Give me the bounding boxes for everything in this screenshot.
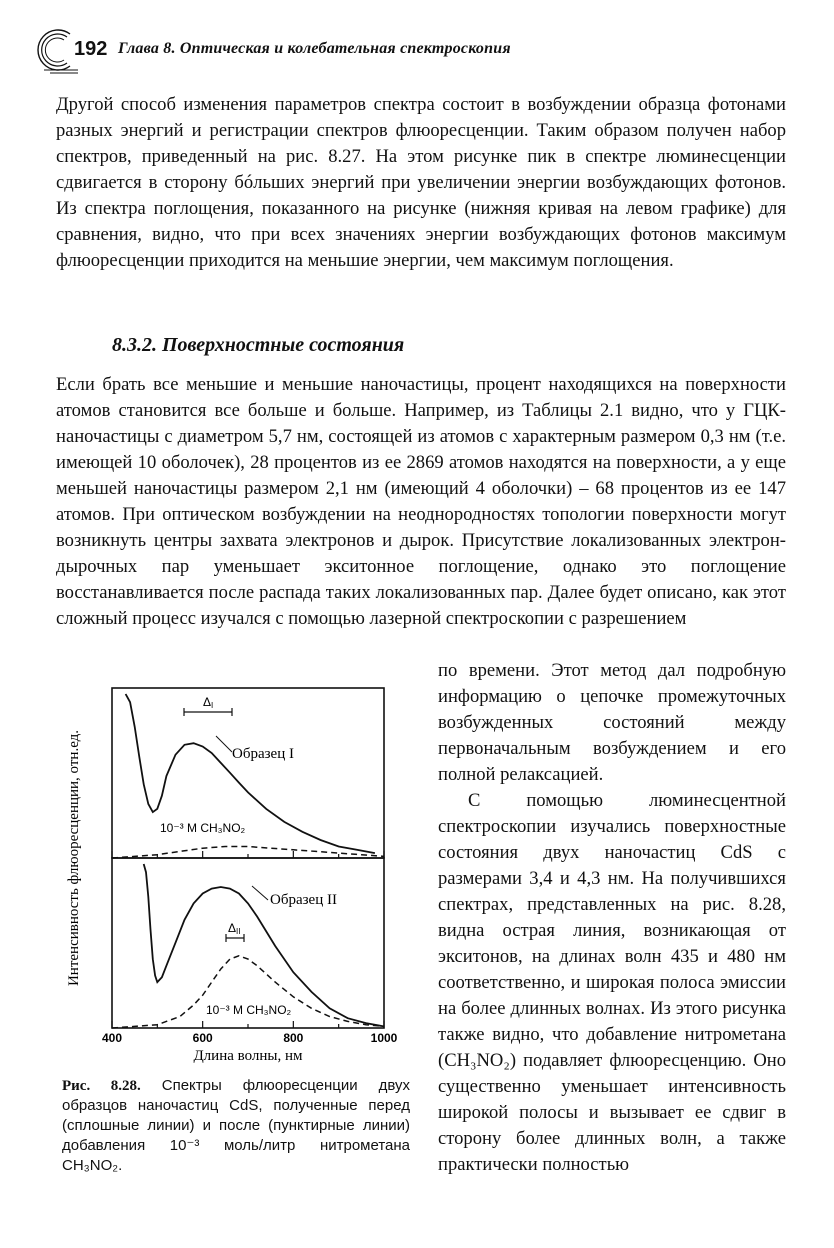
delta-1-label: ΔI bbox=[203, 695, 214, 710]
delta-2-label: ΔII bbox=[228, 921, 241, 936]
chapter-title: Глава 8. Оптическая и колебательная спектроскопия bbox=[118, 40, 511, 57]
paragraph-3: по времени. Этот метод дал подробную информацию о цепочке промежуточных возбужденных состояний между первоначальным возбуждением и его полной релаксацией. bbox=[438, 660, 786, 785]
sample-1-callout bbox=[216, 736, 232, 752]
sample-1-label: Образец I bbox=[232, 746, 294, 762]
section-title: 8.3.2. Поверхностные состояния bbox=[112, 334, 405, 356]
delta-1-bracket bbox=[184, 695, 232, 716]
sample-2-callout bbox=[252, 886, 268, 900]
panel-2-series-dashed bbox=[112, 956, 384, 1028]
caption-text: Спектры флюоресценции двух образцов наночастиц CdS, полученные перед (сплошные линии) и после (пунктирные линии) добавления 10⁻³ моль/литр нитрометана CH₃NO₂. bbox=[62, 1077, 411, 1174]
page-header bbox=[30, 26, 790, 76]
paragraph-4: С помощью люминесцентной спектроскопии изучались поверхностные состояния двух наночастиц CdS с размерами 3,4 и 4,3 нм. На получившихся спектрах, представленных на рис. 8.28, видна острая линия, возникающая от экситонов, на длинах волн 435 и 480 нм соответственно, и широкая полоса эмиссии на более длинных волнах. Из этого рисунка также видно, что добавление нитрометана (CH₃NO₂) подавляет флюоресценцию. Оно существенно уменьшает интенсивность широкой полосы и вызывает ее сдвиг в сторону более длинных волн, а также практически полностью bbox=[438, 790, 786, 1175]
sample-2-label: Образец II bbox=[270, 892, 337, 908]
caption-label: Рис. 8.28. bbox=[62, 1078, 141, 1094]
additive-label-2: 10⁻³ M CH₃NO₂ bbox=[206, 1003, 292, 1017]
panel-top-frame bbox=[112, 688, 384, 858]
page-number: 192 bbox=[74, 38, 108, 60]
page-number-ornament-icon bbox=[30, 26, 78, 74]
x-tick-label: 400 bbox=[101, 1031, 123, 1045]
figure-caption bbox=[62, 1076, 410, 1176]
y-axis-label: Интенсивность флюоресценции, отн.ед. bbox=[66, 729, 82, 987]
paragraph-2: Если брать все меньшие и меньшие наночастицы, процент находящихся на поверхности атомов становится все больше и больше. Например, из Таблицы 2.1 видно, что у ГЦК-наночастицы с диаметром 5,7 нм, состоящей из атомов с характерным размером 0,3 нм (т.е. имеющей 10 оболочек), 28 процентов из ее 2869 атомов находятся на поверхности, а у еще меньшей наночастицы размером 2,1 нм (имеющий 4 оболочки) – 68 процентов из ее 147 атомов. При оптическом возбуждении на неоднородностях топологии поверхности могут возникнуть центры захвата электронов и дырок. Присутствие локализованных электрон-дырочных пар уменьшает экситонное поглощение, однако это поглощение восстанавливается после распада таких локализованных пар. Далее будет описано, как этот сложный процесс изучался с помощью лазерной спектроскопии с разрешением bbox=[56, 374, 786, 629]
spectra-figure bbox=[56, 680, 416, 1070]
x-tick-label: 1000 bbox=[370, 1031, 398, 1045]
x-axis-label: Длина волны, нм bbox=[193, 1048, 303, 1064]
x-tick-label: 600 bbox=[192, 1031, 213, 1045]
delta-2-bracket bbox=[226, 921, 244, 942]
additive-label-1: 10⁻³ M CH₃NO₂ bbox=[160, 821, 246, 835]
x-tick-label: 800 bbox=[283, 1031, 304, 1045]
paragraph-1: Другой способ изменения параметров спектра состоит в возбуждении образца фотонами разных энергий и регистрации спектров флюоресценции. Таким образом получен набор спектров, приведенный на рис. 8.27. На этом рисунке пик в спектре люминесценции сдвигается в сторону бóльших энергий при увеличении энергии возбуждающих фотонов. Из спектра поглощения, показанного на рисунке (нижняя кривая на левом графике) для сравнения, видно, что при всех значениях энергии возбуждающих фотонов максимум флюоресценции приходится на меньшие энергии, чем максимум поглощения. bbox=[56, 94, 786, 271]
